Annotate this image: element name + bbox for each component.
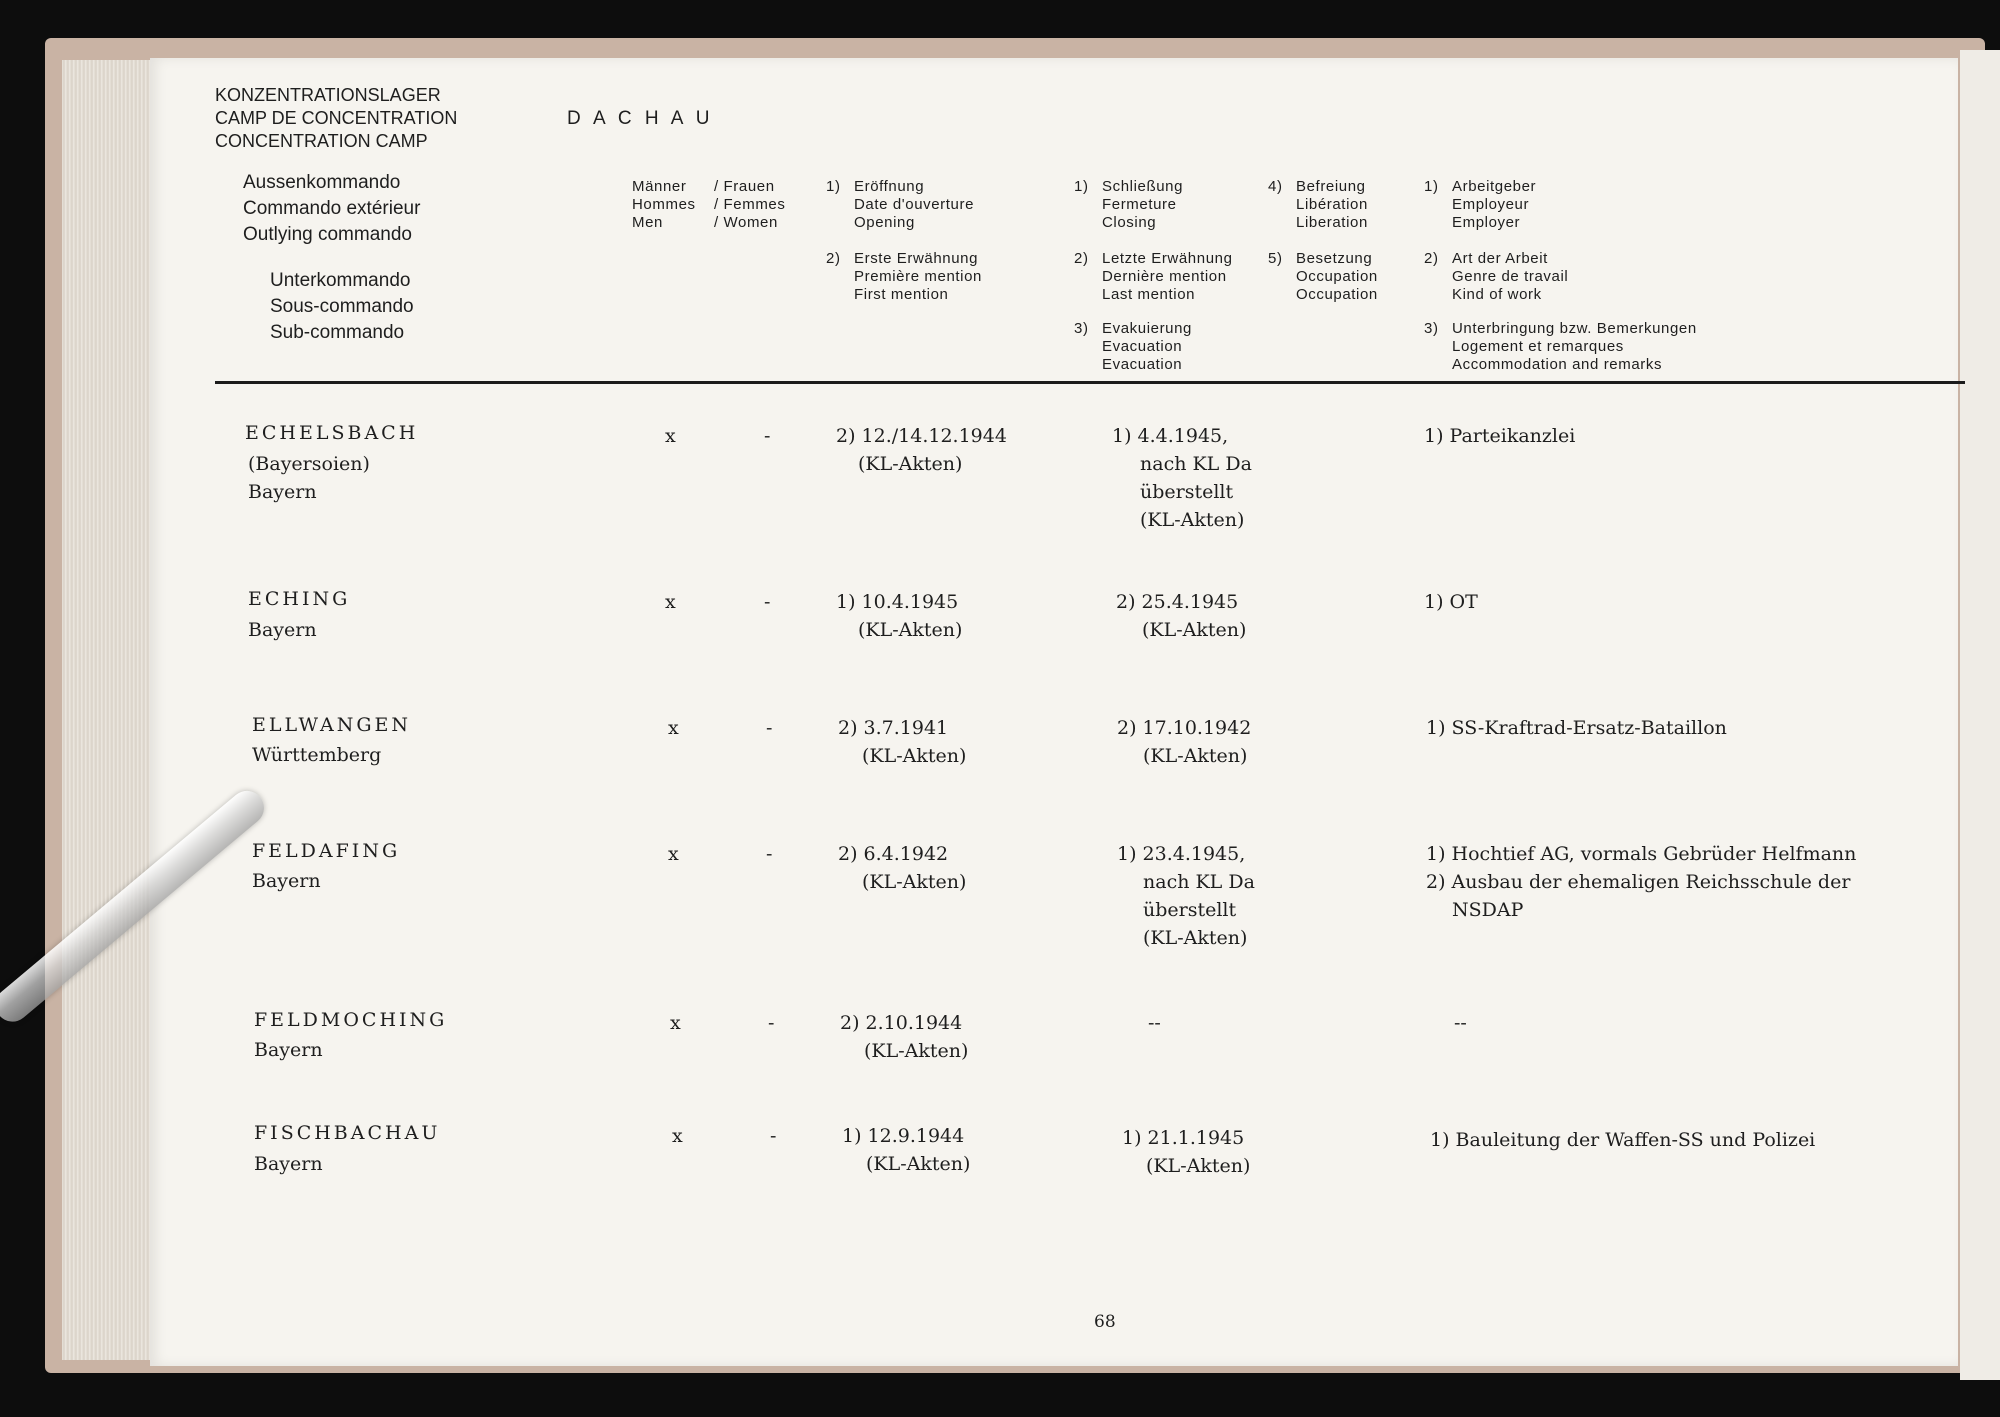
col-first-mention-num: 2)	[826, 250, 841, 267]
camp-label-fr: CAMP DE CONCENTRATION	[215, 108, 458, 128]
col-evacuation: Evakuierung Evacuation Evacuation	[1102, 320, 1192, 373]
closing-date: --	[1148, 1012, 1161, 1034]
col-last-mention: Letzte Erwähnung Dernière mention Last mention	[1102, 250, 1233, 303]
remarks: 1) Bauleitung der Waffen-SS und Polizei	[1430, 1129, 1816, 1151]
women-mark: -	[764, 591, 771, 613]
col-closing-num: 1)	[1074, 178, 1089, 195]
subcamp-name: FELDMOCHING	[254, 1009, 448, 1031]
col-evacuation-num: 3)	[1074, 320, 1089, 337]
col-occupation: Besetzung Occupation Occupation	[1296, 250, 1378, 303]
outlying-label-fr: Commando extérieur	[243, 198, 421, 219]
col-men: Männer Hommes Men	[632, 178, 696, 231]
men-mark: x	[668, 717, 679, 739]
header-divider	[215, 381, 1965, 384]
sub-label-en: Sub-commando	[270, 322, 405, 343]
women-mark: -	[764, 425, 771, 447]
col-accommodation: Unterbringung bzw. Bemerkungen Logement et remarques Accommodation and remarks	[1452, 320, 1697, 373]
opening-date: 2) 12./14.12.1944 (KL-Akten)	[836, 425, 1007, 475]
outlying-label-en: Outlying commando	[243, 224, 412, 245]
remarks: 1) OT	[1424, 591, 1478, 613]
subcamp-name: ECHING	[248, 588, 351, 610]
camp-label-en: CONCENTRATION CAMP	[215, 131, 428, 151]
camp-name: D A C H A U	[567, 108, 714, 129]
opening-date: 1) 10.4.1945 (KL-Akten)	[836, 591, 963, 641]
subcamp-region: Bayern	[248, 619, 317, 641]
remarks: 1) SS-Kraftrad-Ersatz-Bataillon	[1426, 717, 1727, 739]
closing-date: 1) 4.4.1945, nach KL Da überstellt (KL-Akten)	[1112, 425, 1252, 531]
men-mark: x	[668, 843, 679, 865]
sub-label-fr: Sous-commando	[270, 296, 414, 317]
page-number: 68	[1094, 1312, 1116, 1332]
col-accommodation-num: 3)	[1424, 320, 1439, 337]
camp-label-de: KONZENTRATIONSLAGER	[215, 85, 441, 105]
subcamp-name: FISCHBACHAU	[254, 1122, 441, 1144]
men-mark: x	[665, 591, 676, 613]
col-opening-num: 1)	[826, 178, 841, 195]
col-work: Art der Arbeit Genre de travail Kind of work	[1452, 250, 1569, 303]
sub-label-de: Unterkommando	[270, 270, 411, 291]
remarks: --	[1454, 1012, 1467, 1034]
subcamp-name: FELDAFING	[252, 840, 401, 862]
men-mark: x	[670, 1012, 681, 1034]
men-mark: x	[665, 425, 676, 447]
closing-date: 2) 17.10.1942 (KL-Akten)	[1117, 717, 1252, 767]
col-liberation-num: 4)	[1268, 178, 1283, 195]
women-mark: -	[766, 843, 773, 865]
col-work-num: 2)	[1424, 250, 1439, 267]
women-mark: -	[766, 717, 773, 739]
subcamp-region: Württemberg	[252, 744, 382, 766]
subcamp-region: Bayern	[252, 870, 321, 892]
opening-date: 1) 12.9.1944 (KL-Akten)	[842, 1125, 971, 1175]
next-page-edge	[1960, 50, 2000, 1380]
col-first-mention: Erste Erwähnung Première mention First mention	[854, 250, 982, 303]
closing-date: 1) 21.1.1945 (KL-Akten)	[1122, 1127, 1251, 1177]
outlying-label-de: Aussenkommando	[243, 172, 401, 193]
women-mark: -	[768, 1012, 775, 1034]
closing-date: 1) 23.4.1945, nach KL Da überstellt (KL-Akten)	[1117, 843, 1255, 949]
women-mark: -	[770, 1125, 777, 1147]
remarks: 1) Parteikanzlei	[1424, 425, 1576, 447]
subcamp-name: ECHELSBACH	[245, 422, 419, 444]
col-closing: Schließung Fermeture Closing	[1102, 178, 1184, 231]
remarks: 1) Hochtief AG, vormals Gebrüder Helfmann 2) Ausbau der ehemaligen Reichsschule der NSDAP	[1426, 843, 1857, 921]
col-opening: Eröffnung Date d'ouverture Opening	[854, 178, 975, 231]
subcamp-region: (Bayersoien) Bayern	[248, 453, 370, 503]
col-women: / Frauen / Femmes / Women	[714, 178, 786, 231]
col-last-mention-num: 2)	[1074, 250, 1089, 267]
opening-date: 2) 6.4.1942 (KL-Akten)	[838, 843, 967, 893]
book-page	[150, 58, 1958, 1366]
col-employer: Arbeitgeber Employeur Employer	[1452, 178, 1537, 231]
opening-date: 2) 3.7.1941 (KL-Akten)	[838, 717, 967, 767]
col-employer-num: 1)	[1424, 178, 1439, 195]
opening-date: 2) 2.10.1944 (KL-Akten)	[840, 1012, 969, 1062]
subcamp-region: Bayern	[254, 1039, 323, 1061]
men-mark: x	[672, 1125, 683, 1147]
subcamp-region: Bayern	[254, 1153, 323, 1175]
closing-date: 2) 25.4.1945 (KL-Akten)	[1116, 591, 1247, 641]
col-liberation: Befreiung Libération Liberation	[1296, 178, 1368, 231]
col-occupation-num: 5)	[1268, 250, 1283, 267]
subcamp-name: ELLWANGEN	[252, 714, 412, 736]
